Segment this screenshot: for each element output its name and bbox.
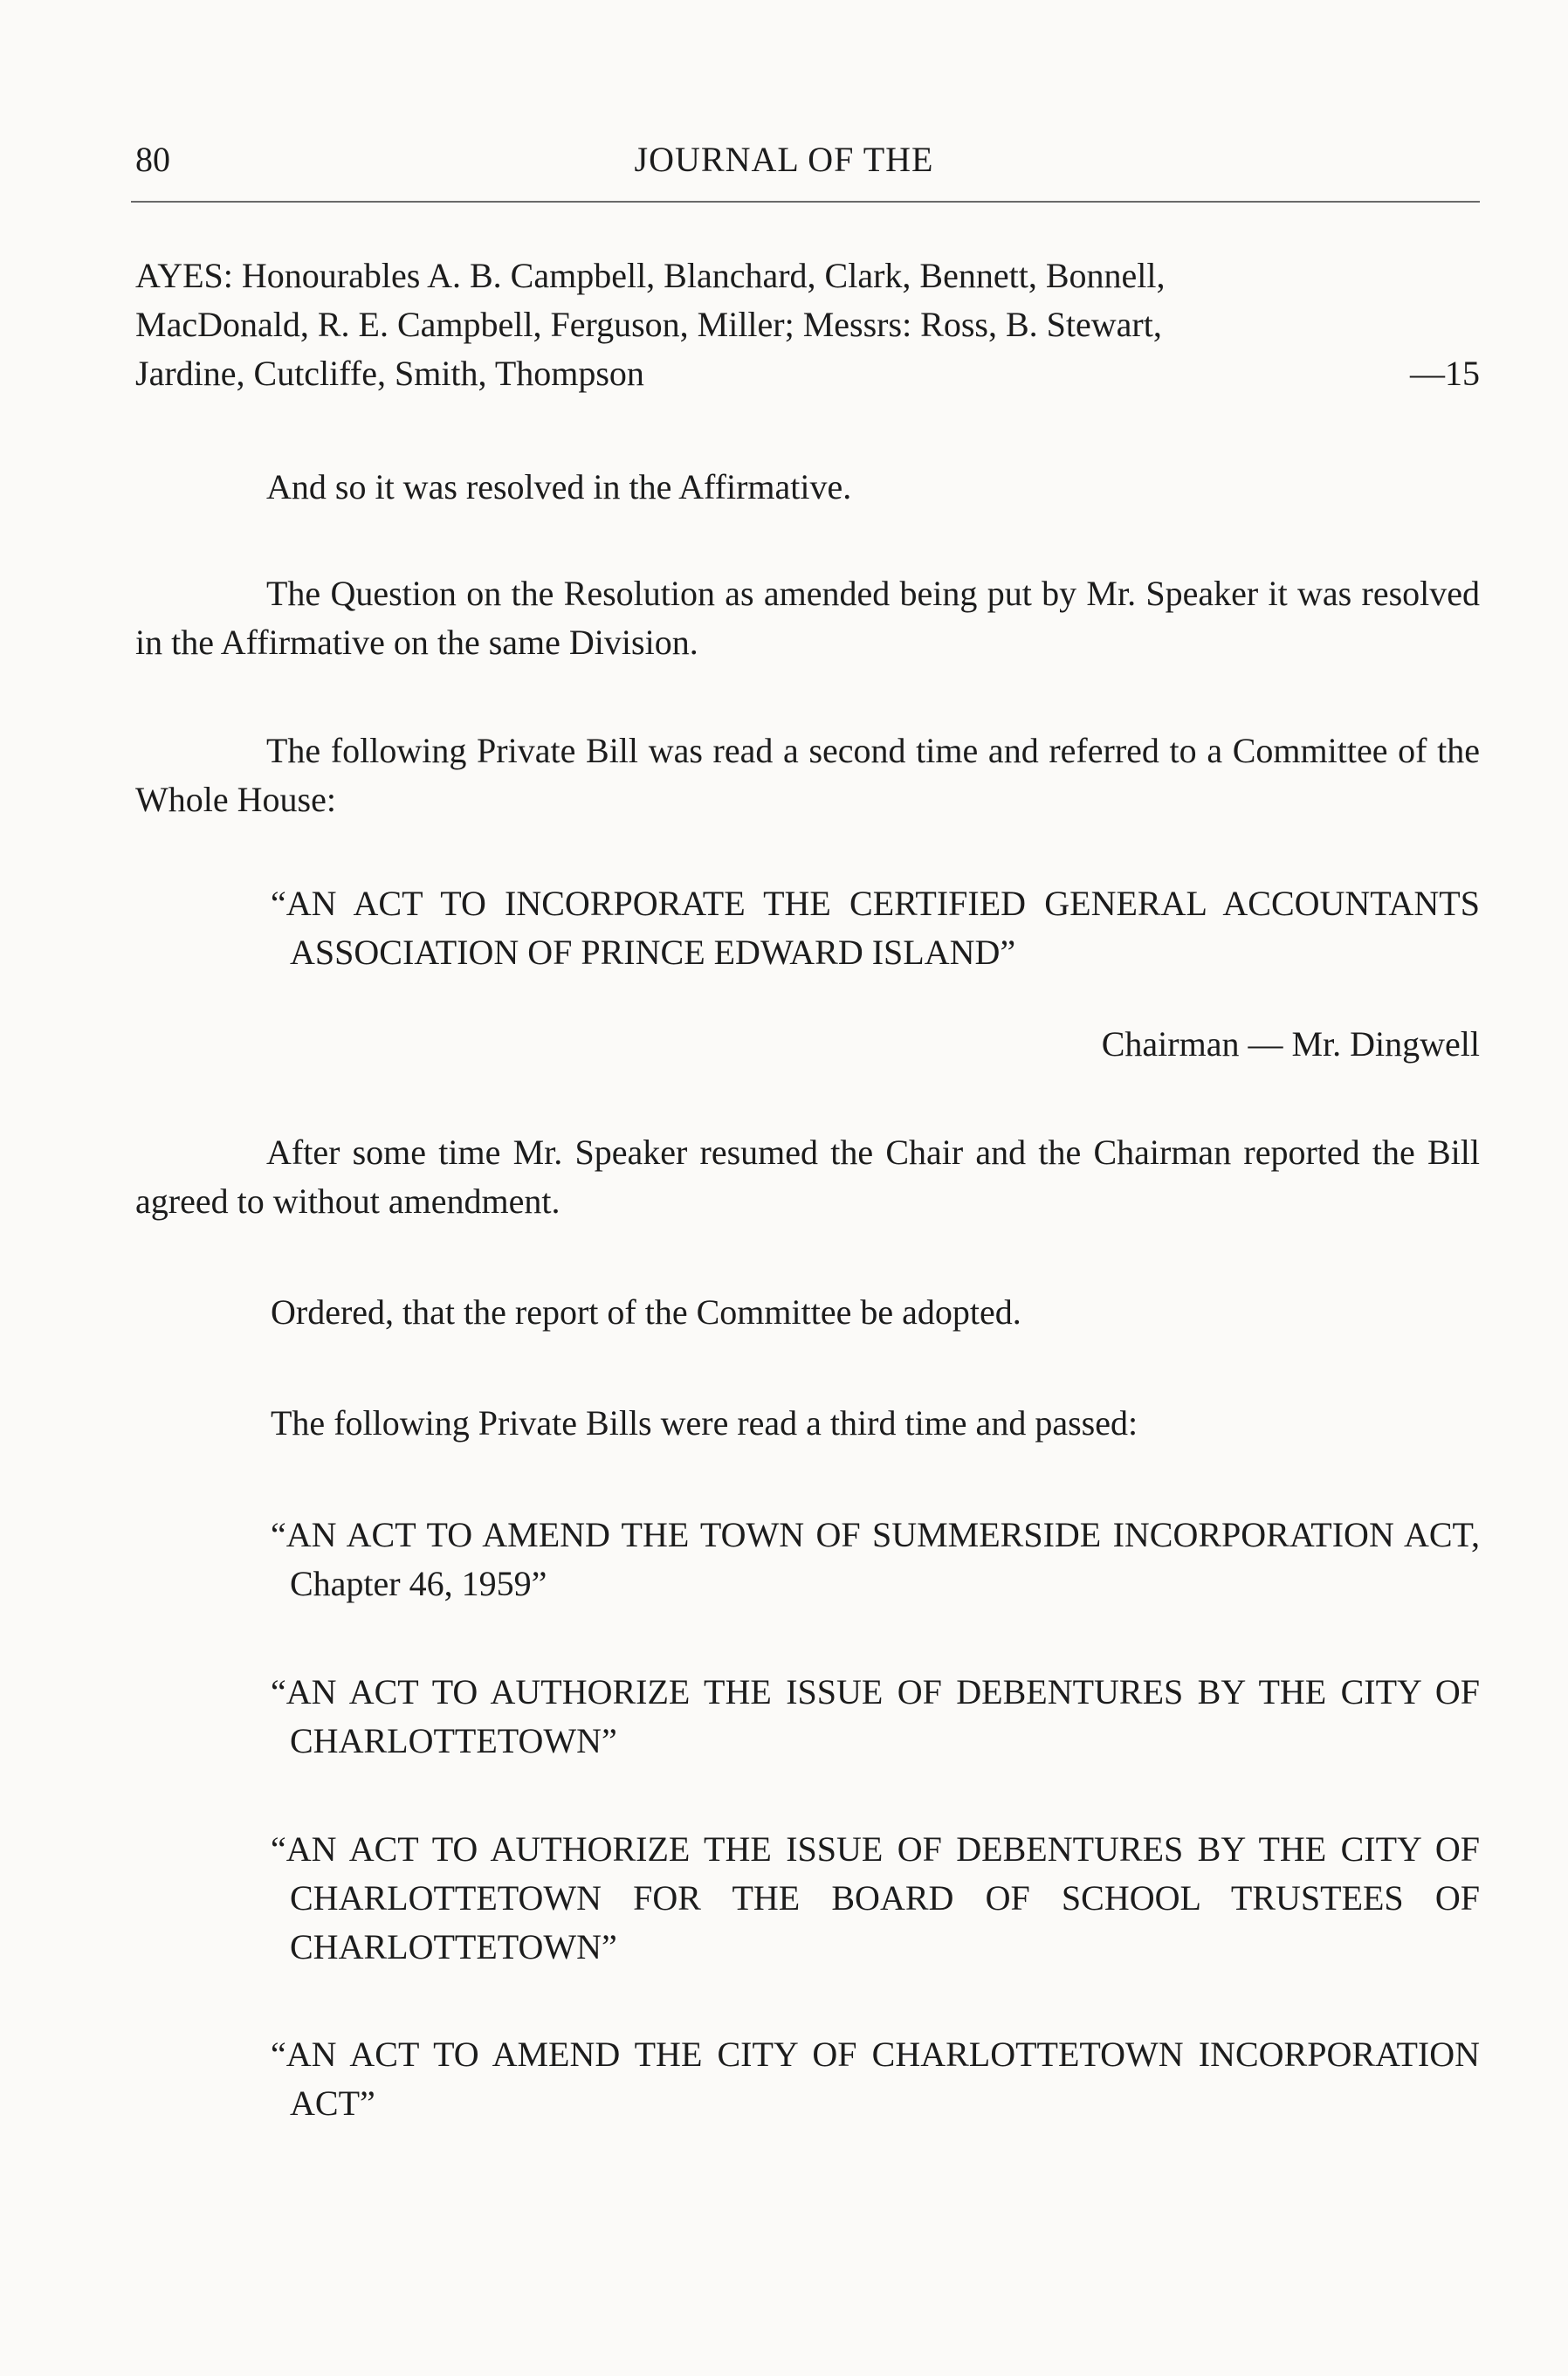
bill-accountants: “AN ACT TO INCORPORATE THE CERTIFIED GENERAL ACCOUNTANTS ASSOCIATION OF PRINCE EDWARD ISLAND” bbox=[271, 884, 1480, 972]
ordered-paragraph: Ordered, that the report of the Committee be adopted. bbox=[271, 1292, 1021, 1332]
header-rule bbox=[131, 201, 1480, 203]
chairman-line: Chairman — Mr. Dingwell bbox=[1101, 1024, 1480, 1064]
ayes-line-1: AYES: Honourables A. B. Campbell, Blanchard, Clark, Bennett, Bonnell, bbox=[135, 256, 1166, 295]
page-number: 80 bbox=[135, 140, 170, 179]
question-paragraph: The Question on the Resolution as amended being put by Mr. Speaker it was resolved in the Affirmative on the same Division. bbox=[135, 574, 1480, 662]
ayes-line-3 bbox=[135, 349, 1480, 398]
ayes-line-2: MacDonald, R. E. Campbell, Ferguson, Miller; Messrs: Ross, B. Stewart, bbox=[135, 305, 1162, 344]
third-reading-paragraph: The following Private Bills were read a third time and passed: bbox=[271, 1403, 1138, 1443]
after-time-paragraph: After some time Mr. Speaker resumed the Chair and the Chairman reported the Bill agreed to without amendment. bbox=[135, 1133, 1480, 1221]
resolved-paragraph: And so it was resolved in the Affirmative. bbox=[266, 467, 852, 506]
second-reading-paragraph: The following Private Bill was read a second time and referred to a Committee of the Whole House: bbox=[135, 731, 1480, 819]
ayes-names: Jardine, Cutcliffe, Smith, Thompson bbox=[135, 354, 644, 393]
bill-debentures-school: “AN ACT TO AUTHORIZE THE ISSUE OF DEBENTURES BY THE CITY OF CHARLOTTETOWN FOR THE BOARD OF SCHOOL TRUSTEES OF CHARLOTTETOWN” bbox=[271, 1829, 1480, 1966]
bill-summerside: “AN ACT TO AMEND THE TOWN OF SUMMERSIDE INCORPORATION ACT, Chapter 46, 1959” bbox=[271, 1515, 1480, 1603]
ayes-count: —15 bbox=[1410, 354, 1480, 393]
page-title: JOURNAL OF THE bbox=[634, 140, 934, 179]
bill-charlottetown-incorporation: “AN ACT TO AMEND THE CITY OF CHARLOTTETOWN INCORPORATION ACT” bbox=[271, 2035, 1480, 2123]
bill-debentures-city: “AN ACT TO AUTHORIZE THE ISSUE OF DEBENTURES BY THE CITY OF CHARLOTTETOWN” bbox=[271, 1672, 1480, 1760]
